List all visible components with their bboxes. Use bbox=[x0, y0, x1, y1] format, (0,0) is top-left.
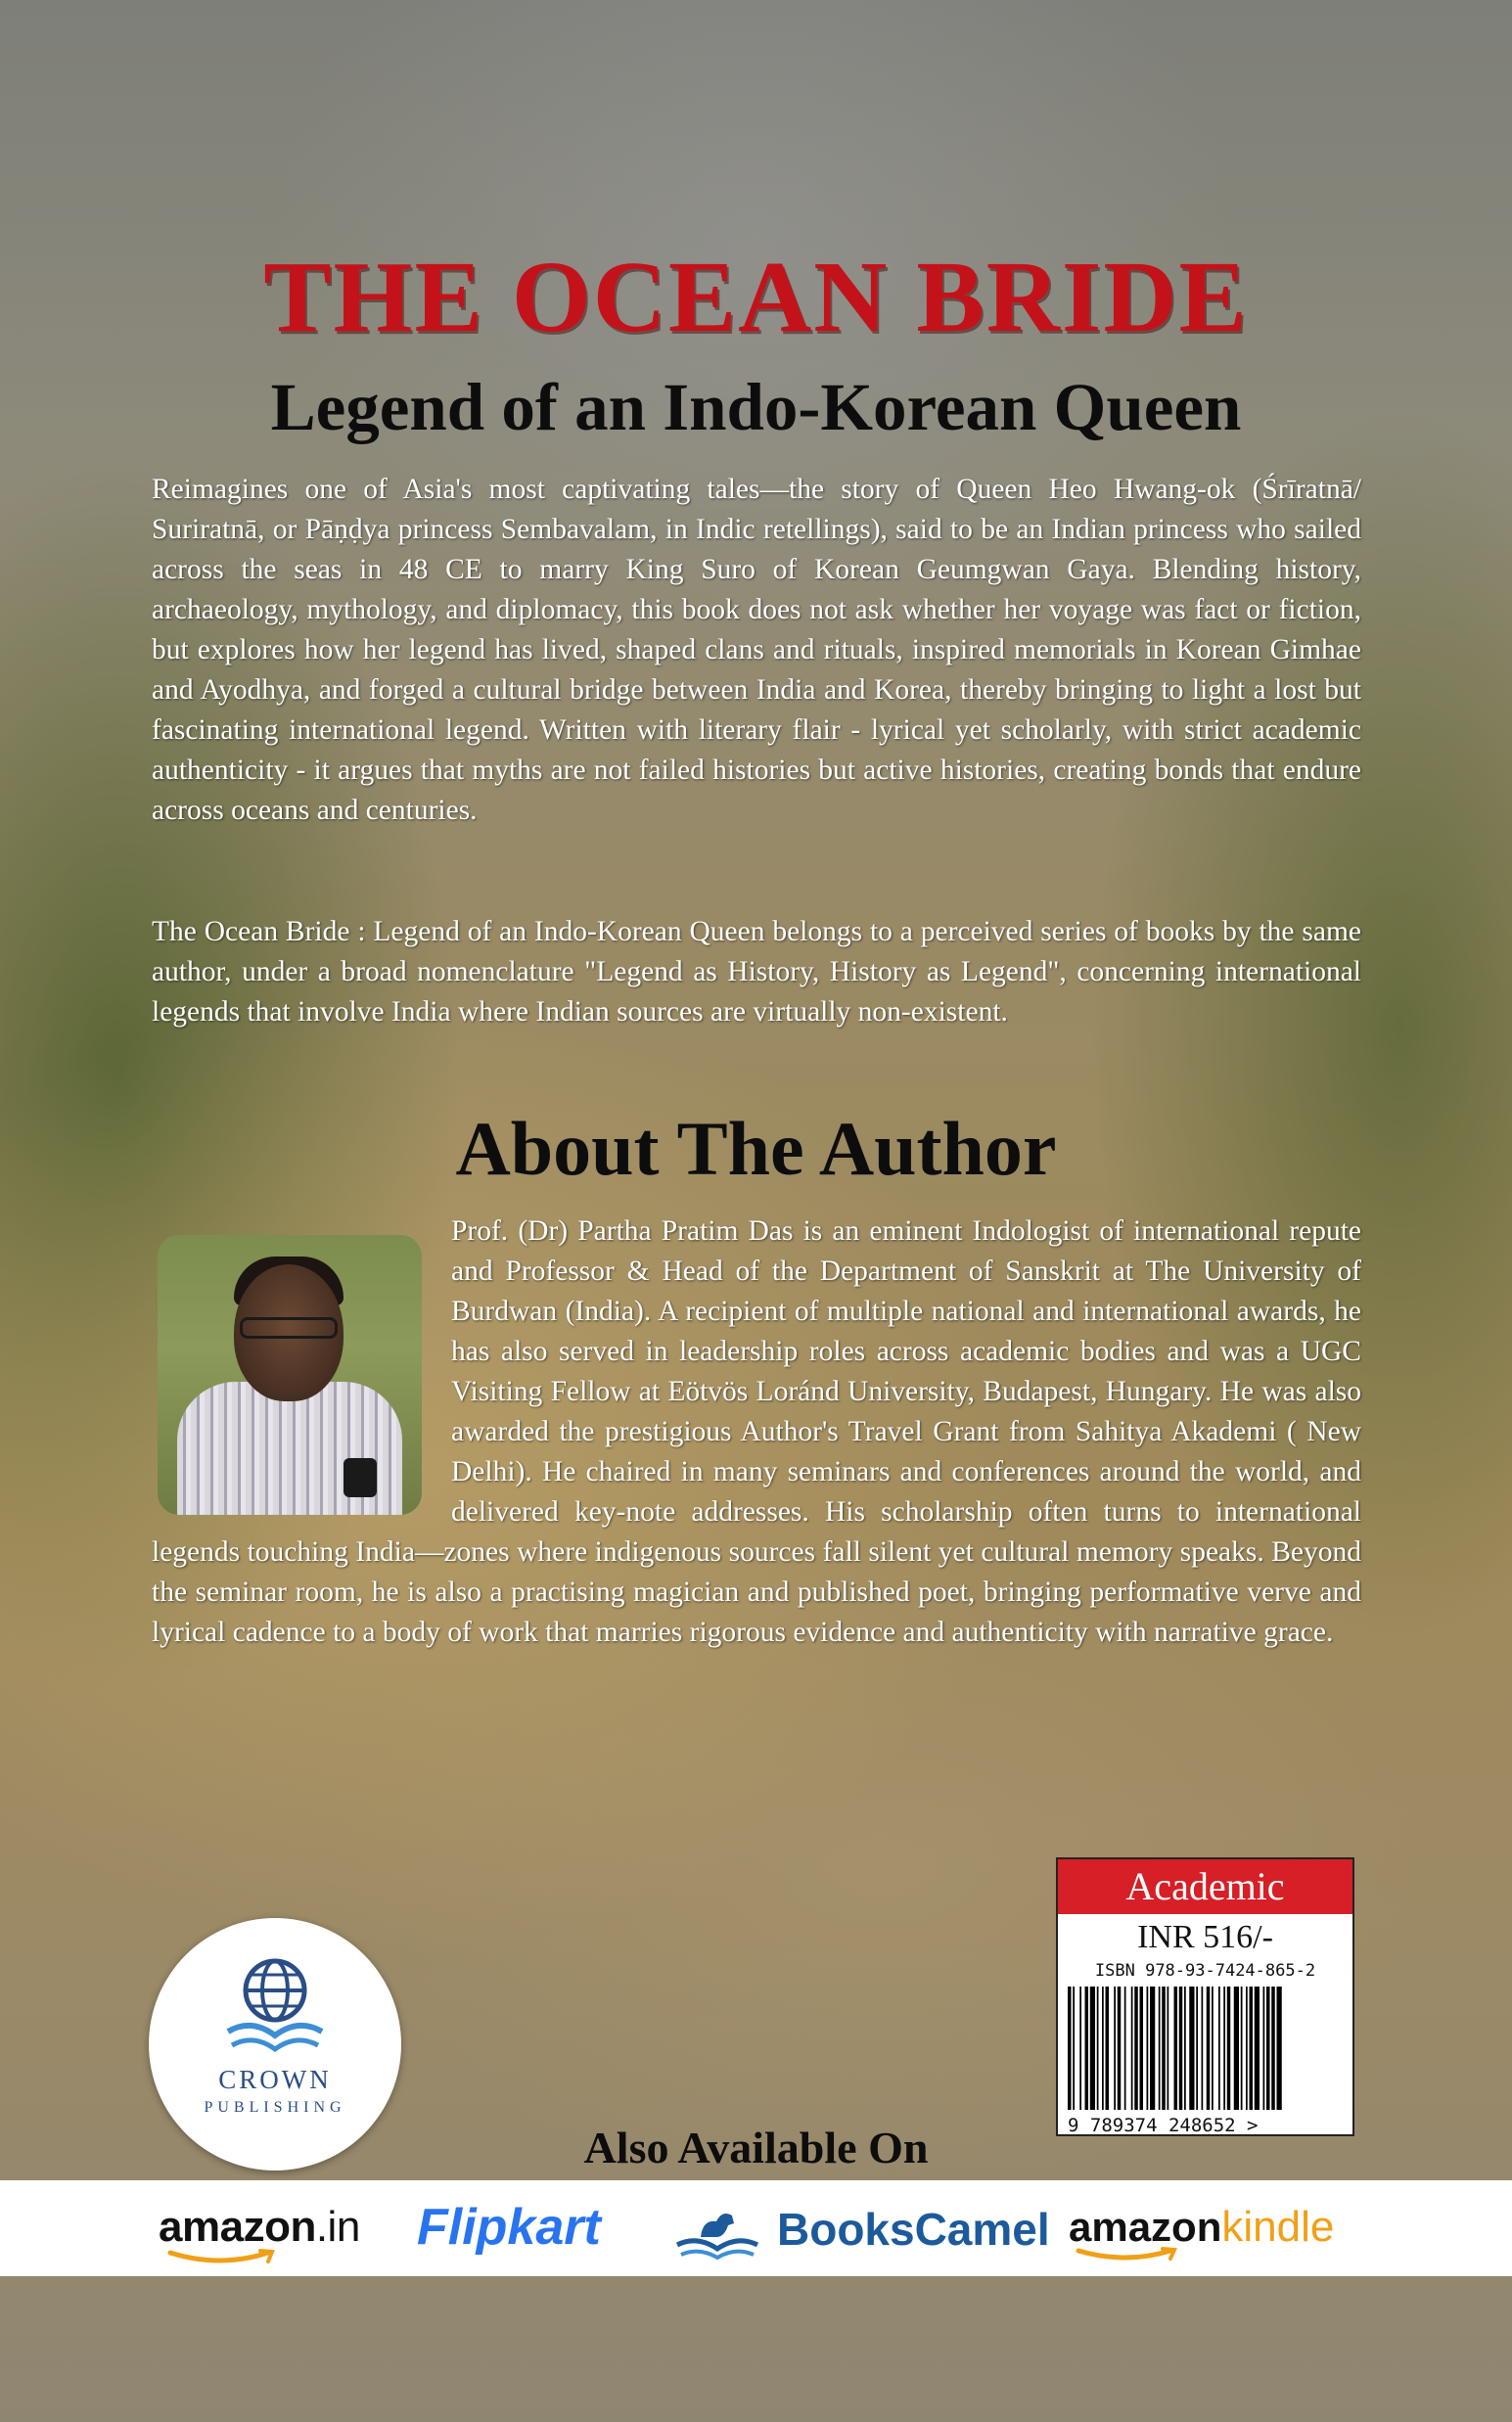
author-bio-text: Prof. (Dr) Partha Pratim Das is an eminent Indologist of international repute and Professor & Head of the Department of Sanskrit at The University of Burdwan (India). A recipient of multiple national and international awards, he has also served in leadership roles across academic bodies and was a UGC Visiting Fellow at Eötvös Loránd University, Budapest, Hungary. He was also awarded the prestigious Author's Travel Grant from Sahitya Akademi ( New Delhi). He chaired in many seminars and conferences around the world, and delivered key-note addresses. His scholarship often turns to international legends touching India—zones where indigenous sources fall silent yet cultural memory speaks. Beyond the seminar room, he is also a practising magician and published poet, bringing performative verve and lyrical cadence to a body of work that marries rigorous evidence and authenticity with narrative grace. bbox=[152, 1215, 1361, 1648]
amazon-kindle-logo[interactable]: amazonkindle bbox=[1069, 2200, 1334, 2259]
price-label: INR 516/- bbox=[1137, 1919, 1273, 1955]
series-note-paragraph: The Ocean Bride : Legend of an Indo-Korean Queen belongs to a perceived series of books by the same author, under a broad nomenclature "Legend as History, History as Legend", concerning international legends that involve India where Indian sources are virtually non-existent. bbox=[152, 916, 1361, 1028]
flipkart-logo[interactable]: Flipkart bbox=[417, 2199, 601, 2256]
camel-book-icon bbox=[673, 2202, 761, 2261]
book-title: THE OCEAN BRIDE bbox=[263, 241, 1249, 353]
bookscamel-text: BooksCamel bbox=[777, 2204, 1050, 2255]
globe-book-icon bbox=[222, 1955, 328, 2059]
isbn-label: ISBN 978-93-7424-865-2 bbox=[1094, 1961, 1316, 1981]
barcode bbox=[1068, 1987, 1343, 2110]
also-available-heading: Also Available On bbox=[583, 2123, 929, 2172]
publisher-tagline: PUBLISHING bbox=[204, 2099, 346, 2116]
author-photo bbox=[158, 1235, 422, 1515]
about-author-heading: About The Author bbox=[455, 1106, 1057, 1191]
store-logos-bar bbox=[0, 2180, 1512, 2276]
barcode-number: 9 789374 248652 > bbox=[1068, 2115, 1259, 2136]
price-barcode-box bbox=[1056, 1857, 1354, 2136]
category-label: Academic bbox=[1058, 1859, 1352, 1914]
publisher-name: CROWN bbox=[218, 2065, 332, 2094]
amazon-smile-icon bbox=[166, 2249, 279, 2266]
amazon-in-logo[interactable]: amazon.in bbox=[159, 2200, 360, 2259]
book-subtitle: Legend of an Indo-Korean Queen bbox=[270, 370, 1242, 444]
author-bio-section bbox=[152, 1211, 1361, 1653]
amazon-smile-icon bbox=[1075, 2247, 1182, 2262]
blurb-paragraph: Reimagines one of Asia's most captivating tales—the story of Queen Heo Hwang-ok (Śrīratnā/ Suriratnā, or Pāṇḍya princess Sembavalam, in Indic retellings), said to be an Indian princess who sailed across the seas in 48 CE to marry King Suro of Korean Geumgwan Gaya. Blending history, archaeology, mythology, and diplomacy, this book does not ask whether her voyage was fact or fiction, but explores how her legend has lived, shaped clans and rituals, inspired memorials in Korean Gimhae and Ayodhya, and forged a cultural bridge between India and Korea, thereby bringing to light a lost but fascinating international legend. Written with literary flair - lyrical yet scholarly, with strict academic authenticity - it argues that myths are not failed histories but active histories, creating bonds that endure across oceans and centuries. bbox=[152, 474, 1361, 826]
